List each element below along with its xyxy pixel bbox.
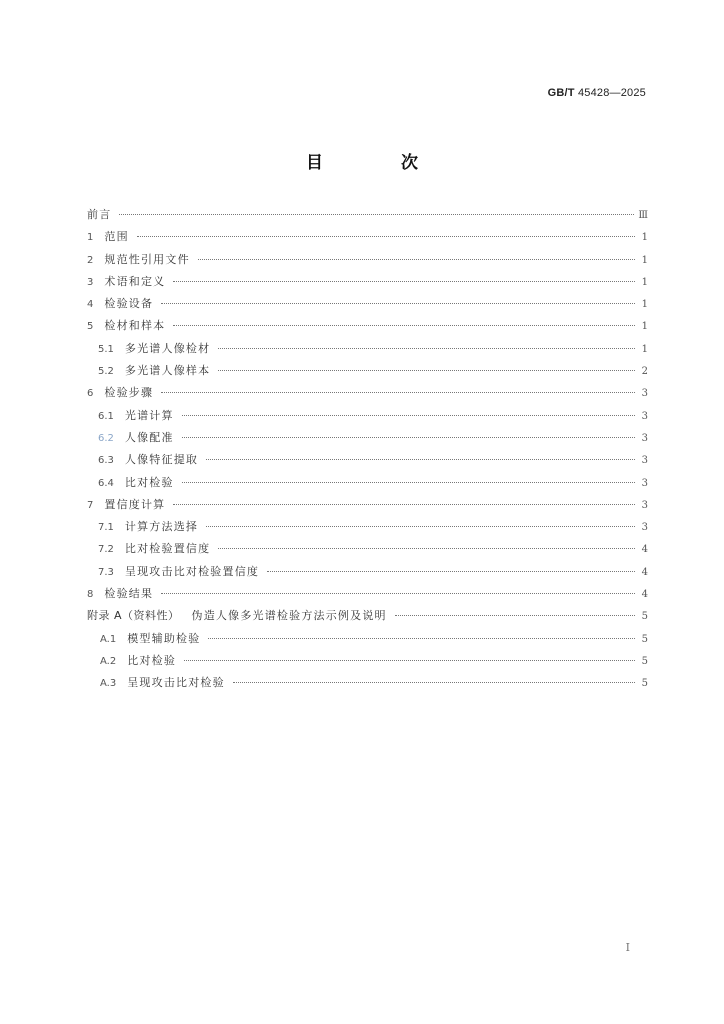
toc-entry-title: 检验结果 bbox=[104, 587, 154, 601]
toc-entry-number: 5.1 bbox=[98, 343, 114, 355]
toc-entry-number: A.3 bbox=[100, 678, 117, 690]
toc-entry-title: 检验设备 bbox=[104, 297, 154, 311]
toc-dot-leader bbox=[267, 571, 635, 572]
toc-entry-number: 7.3 bbox=[98, 566, 114, 578]
toc-entry-number: 6.2 bbox=[98, 432, 114, 444]
standard-code bbox=[548, 87, 646, 99]
toc-entry[interactable] bbox=[87, 429, 648, 451]
toc-entry-number: 6.1 bbox=[98, 410, 114, 422]
toc-entry-title: 呈现攻击比对检验 bbox=[127, 676, 225, 690]
toc-dot-leader bbox=[173, 281, 635, 282]
toc-entry-page: 1 bbox=[641, 321, 648, 333]
standard-number: 45428—2025 bbox=[577, 87, 646, 99]
toc-entry-page: 4 bbox=[641, 544, 648, 556]
toc-entry-title: 比对检验置信度 bbox=[124, 542, 211, 556]
toc-heading: 目 次 bbox=[306, 153, 454, 173]
toc-dot-leader bbox=[184, 660, 635, 661]
toc-entry[interactable] bbox=[87, 607, 648, 629]
toc-entry-number: 6 bbox=[87, 388, 94, 400]
toc-entry[interactable] bbox=[87, 384, 648, 406]
toc-entry[interactable] bbox=[87, 206, 648, 228]
toc-entry-number: 5 bbox=[87, 321, 94, 333]
toc-entry[interactable] bbox=[87, 563, 648, 585]
toc-entry-title: 人像配准 bbox=[124, 430, 174, 444]
toc-dot-leader bbox=[395, 615, 635, 616]
toc-dot-leader bbox=[218, 348, 635, 349]
toc-entry[interactable] bbox=[87, 317, 648, 339]
toc-dot-leader bbox=[182, 482, 635, 483]
toc-entry-number: 6.4 bbox=[98, 477, 114, 489]
page-number: I bbox=[625, 941, 630, 954]
toc-entry-number: 7.1 bbox=[98, 522, 114, 534]
toc-dot-leader bbox=[119, 214, 634, 215]
toc-entry[interactable] bbox=[87, 407, 648, 429]
toc-entry-title: 呈现攻击比对检验置信度 bbox=[124, 564, 260, 578]
standard-prefix: GB/T bbox=[547, 87, 575, 99]
toc-entry-title: 伪造人像多光谱检验方法示例及说明 bbox=[191, 609, 387, 623]
toc-entry[interactable] bbox=[87, 362, 648, 384]
toc-entry-title: 比对检验 bbox=[127, 653, 177, 667]
toc-entry-number: 7 bbox=[87, 499, 94, 511]
toc-dot-leader bbox=[182, 415, 635, 416]
toc-entry-page: 5 bbox=[641, 678, 648, 690]
toc-entry-page: 3 bbox=[641, 388, 648, 400]
toc-entry-number: 2 bbox=[87, 254, 94, 266]
toc-entry-number: 8 bbox=[87, 589, 94, 601]
toc-dot-leader bbox=[198, 259, 635, 260]
table-of-contents bbox=[87, 206, 648, 697]
toc-entry-number: 3 bbox=[87, 276, 94, 288]
toc-entry[interactable] bbox=[87, 340, 648, 362]
toc-dot-leader bbox=[208, 638, 635, 639]
toc-entry-page: 1 bbox=[641, 254, 648, 266]
toc-entry[interactable] bbox=[87, 228, 648, 250]
toc-entry-page: 3 bbox=[641, 522, 648, 534]
toc-entry-title: 置信度计算 bbox=[104, 497, 166, 511]
toc-dot-leader bbox=[206, 526, 635, 527]
toc-entry[interactable] bbox=[87, 630, 648, 652]
toc-entry-page: 5 bbox=[641, 633, 648, 645]
toc-dot-leader bbox=[182, 437, 635, 438]
toc-dot-leader bbox=[137, 236, 635, 237]
toc-entry-page: 4 bbox=[641, 589, 648, 601]
toc-entry-page: 3 bbox=[641, 499, 648, 511]
toc-entry-page: 1 bbox=[641, 299, 648, 311]
toc-entry-number: 1 bbox=[87, 232, 94, 244]
toc-entry-title: 规范性引用文件 bbox=[104, 252, 190, 266]
toc-entry[interactable] bbox=[87, 295, 648, 317]
toc-entry-title: 多光谱人像样本 bbox=[124, 364, 211, 378]
toc-entry-page: 1 bbox=[641, 232, 648, 244]
toc-dot-leader bbox=[233, 682, 635, 683]
toc-dot-leader bbox=[161, 392, 635, 393]
toc-entry-title: 术语和定义 bbox=[104, 274, 166, 288]
toc-dot-leader bbox=[173, 325, 635, 326]
toc-entry-number: 5.2 bbox=[98, 366, 114, 378]
toc-entry[interactable] bbox=[87, 518, 648, 540]
toc-entry-number: 4 bbox=[87, 299, 94, 311]
toc-entry[interactable] bbox=[87, 496, 648, 518]
toc-entry-page: 3 bbox=[641, 477, 648, 489]
toc-entry[interactable] bbox=[87, 251, 648, 273]
toc-entry-title: 模型辅助检验 bbox=[127, 631, 201, 645]
toc-entry[interactable] bbox=[87, 474, 648, 496]
toc-entry-number: 6.3 bbox=[98, 455, 114, 467]
toc-entry[interactable] bbox=[87, 451, 648, 473]
toc-entry-page: 3 bbox=[641, 455, 648, 467]
toc-entry[interactable] bbox=[87, 652, 648, 674]
toc-dot-leader bbox=[218, 548, 635, 549]
toc-entry-page: 5 bbox=[641, 655, 648, 667]
toc-entry-number: A.1 bbox=[100, 633, 117, 645]
toc-entry-page: 1 bbox=[641, 343, 648, 355]
toc-entry-title: 比对检验 bbox=[124, 475, 174, 489]
toc-entry[interactable] bbox=[87, 540, 648, 562]
toc-entry[interactable] bbox=[87, 273, 648, 295]
toc-entry-title: 前言 bbox=[87, 208, 112, 221]
toc-entry[interactable] bbox=[87, 674, 648, 696]
toc-entry-title: 检验步骤 bbox=[104, 386, 154, 400]
toc-dot-leader bbox=[206, 459, 635, 460]
toc-entry-page: 5 bbox=[641, 611, 648, 623]
toc-entry-page: 1 bbox=[641, 276, 648, 288]
toc-entry-page: 2 bbox=[641, 366, 648, 378]
toc-entry-page: 4 bbox=[641, 566, 648, 578]
toc-entry-title: 检材和样本 bbox=[104, 319, 166, 333]
toc-dot-leader bbox=[161, 593, 635, 594]
toc-entry-number: 附录 A（资料性） bbox=[87, 609, 180, 623]
toc-entry-number: A.2 bbox=[100, 655, 117, 667]
toc-dot-leader bbox=[173, 504, 635, 505]
toc-entry-title: 光谱计算 bbox=[124, 408, 174, 422]
toc-entry-title: 范围 bbox=[104, 230, 129, 244]
toc-entry-page: 3 bbox=[641, 432, 648, 444]
toc-dot-leader bbox=[161, 303, 635, 304]
toc-entry-title: 计算方法选择 bbox=[124, 520, 199, 534]
toc-dot-leader bbox=[218, 370, 635, 371]
toc-entry-number: 7.2 bbox=[98, 544, 114, 556]
toc-entry[interactable] bbox=[87, 585, 648, 607]
toc-entry-title: 多光谱人像检材 bbox=[124, 341, 211, 355]
toc-entry-title: 人像特征提取 bbox=[124, 453, 199, 467]
toc-entry-page: Ⅲ bbox=[638, 210, 648, 221]
toc-entry-page: 3 bbox=[641, 410, 648, 422]
